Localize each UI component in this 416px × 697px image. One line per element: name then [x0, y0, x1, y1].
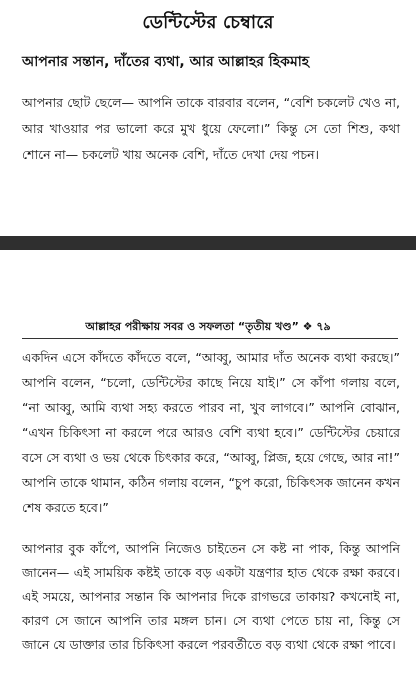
- intro-paragraph: আপনার ছোট ছেলে— আপনি তাকে বারবার বলেন, “বেশি চকলেট খেও না, আর খাওয়ার পর ভালো করে মুখ ধুয়ে ফেলো।” কিন্তু সে তো শিশু, কথা শোনে না— চকলেট খায় অনেক বেশি, দাঁতে দেখা দেয় পচন।: [22, 95, 400, 162]
- running-header: আল্লাহর পরীক্ষায় সবর ও সফলতা “তৃতীয় খণ্ড” ❖ ৭৯: [85, 320, 331, 333]
- body-paragraph-1: একদিন এসে কাঁদতে কাঁদতে বলে, “আব্বু, আমার দাঁত অনেক ব্যথা করছে।” আপনি বলেন, “চলো, ডেন্টিস্টের কাছে নিয়ে যাই।” সে কাঁপা গলায় বলে, “না আব্বু, আমি ব্যথা সহ্য করতে পারব না, খুব লাগবে।” আপনি বোঝান, “এখন চিকিৎসা না করলে পরে আরও বেশি ব্যথা হবে।” ডেন্টিস্টের চেয়ারে বসে সে ব্যথা ও ভয় থেকে চিৎকার করে, “আব্বু, প্লিজ, হয়ে গেছে, আর না!” আপনি তাকে থামান, কঠিন গলায় বলেন, “চুপ করো, চিকিৎসক জানেন কখন শেষ করতে হবে।”: [22, 350, 400, 515]
- chapter-title: ডেন্টিস্টের চেম্বারে: [142, 12, 274, 33]
- header-rule: [22, 338, 398, 339]
- body-paragraph-2: আপনার বুক কাঁপে, আপনি নিজেও চাইতেন সে কষ্ট না পাক, কিন্তু আপনি জানেন— এই সাময়িক কষ্টই তাকে বড় একটা যন্ত্রণার হাত থেকে রক্ষা করবে। এই সময়ে, আপনার সন্তান কি আপনার দিকে রাগভরে তাকায়? কখনোই না, কারণ সে জানে আপনি তার মঙ্গল চান। সে ব্যথা পেতে চায় না, কিন্তু সে জানে যে ডাক্তার তার চিকিৎসা করলে পরবর্তীতে বড় ব্যথা থেকে রক্ষা পাবে।: [22, 541, 400, 652]
- chapter-subtitle: আপনার সন্তান, দাঁতের ব্যথা, আর আল্লাহর হিকমাহ: [22, 54, 310, 70]
- page-divider: [0, 236, 416, 250]
